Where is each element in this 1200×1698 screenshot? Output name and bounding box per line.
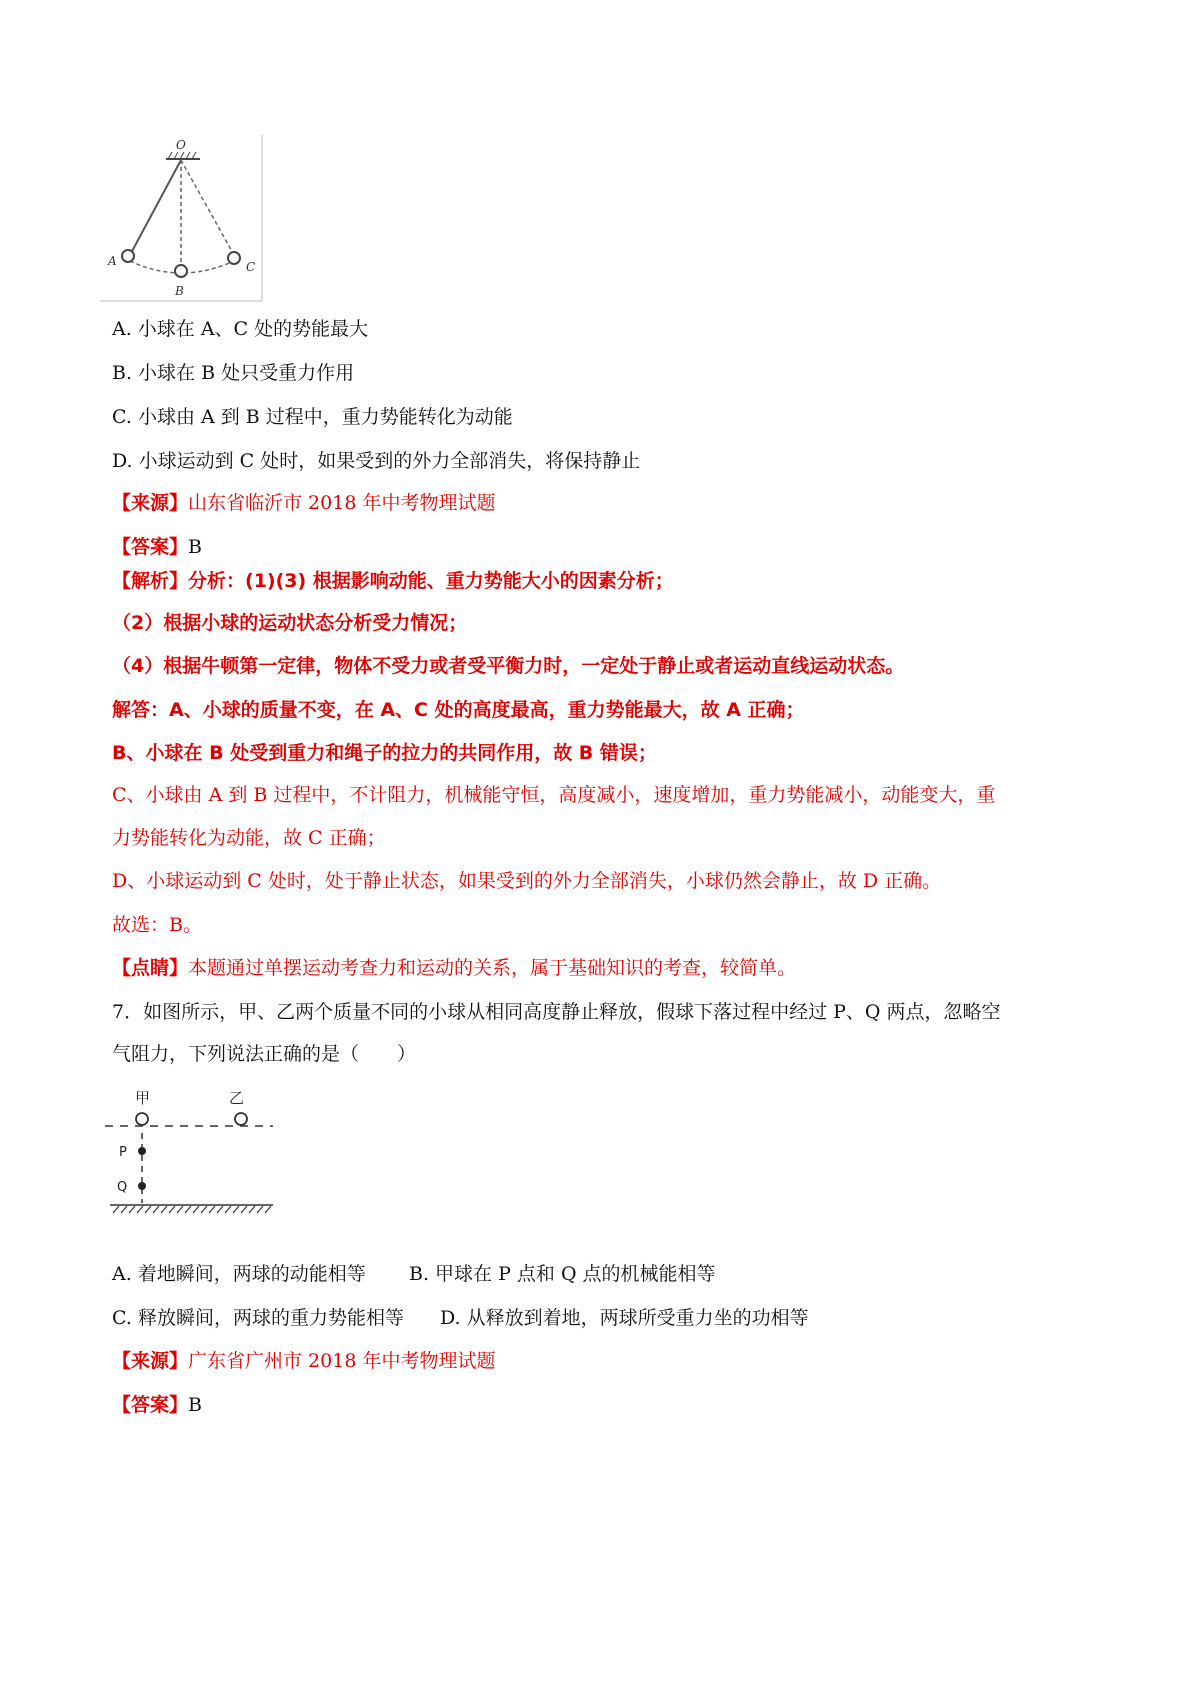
analysis-tag: 【解析】 <box>112 570 189 592</box>
comment-text: 本题通过单摆运动考查力和运动的关系，属于基础知识的考查，较简单。 <box>188 957 797 979</box>
q6-source <box>112 490 495 516</box>
label-a: A <box>108 254 117 268</box>
source-text: 广东省广州市 2018 年中考物理试题 <box>188 1350 496 1372</box>
label-o: O <box>176 138 186 152</box>
q6-comment <box>112 955 796 981</box>
q6-solution-2: B、小球在 B 处受到重力和绳子的拉力的共同作用，故 B 错误； <box>112 742 657 764</box>
q7-stem-1: 7．如图所示，甲、乙两个质量不同的小球从相同高度静止释放，假球下落过程中经过 P、Q 两点，忽略空 <box>112 1001 1001 1023</box>
label-yi: 乙 <box>229 1089 245 1107</box>
source-tag: 【来源】 <box>112 492 189 514</box>
q6-option-b: B. 小球在 B 处只受重力作用 <box>112 362 355 384</box>
falling-balls-figure <box>105 1085 280 1220</box>
q7-answer <box>112 1392 202 1418</box>
q6-solution-3a: C、小球由 A 到 B 过程中，不计阻力，机械能守恒，高度减小，速度增加，重力势能减小，动能变大，重 <box>112 784 996 806</box>
q6-solution-1: 解答：A、小球的质量不变，在 A、C 处的高度最高，重力势能最大，故 A 正确； <box>112 699 805 721</box>
label-q: Q <box>117 1180 128 1195</box>
q6-option-a: A. 小球在 A、C 处的势能最大 <box>112 318 369 340</box>
pendulum-figure <box>100 135 270 305</box>
q7-option-a: A. 着地瞬间，两球的动能相等 <box>112 1263 366 1285</box>
source-text: 山东省临沂市 2018 年中考物理试题 <box>188 492 496 514</box>
q7-option-b: B. 甲球在 P 点和 Q 点的机械能相等 <box>409 1263 716 1285</box>
q7-options-row-1 <box>112 1261 716 1287</box>
q6-solution-4: D、小球运动到 C 处时，处于静止状态，如果受到的外力全部消失，小球仍然会静止，故 D 正确。 <box>112 870 942 892</box>
q6-option-c: C. 小球由 A 到 B 过程中，重力势能转化为动能 <box>112 406 513 428</box>
q6-analysis-1 <box>112 568 674 594</box>
answer-tag: 【答案】 <box>112 1394 189 1416</box>
q7-stem-2: 气阻力，下列说法正确的是（ ） <box>112 1043 417 1065</box>
q6-analysis-2: （2）根据小球的运动状态分析受力情况； <box>112 612 468 634</box>
q6-option-d: D. 小球运动到 C 处时，如果受到的外力全部消失，将保持静止 <box>112 450 641 472</box>
q7-option-c: C. 释放瞬间，两球的重力势能相等 <box>112 1307 404 1329</box>
q7-option-d: D. 从释放到着地，两球所受重力坐的功相等 <box>440 1307 809 1329</box>
q6-solution-3b: 力势能转化为动能，故 C 正确； <box>112 827 386 849</box>
q7-options-row-2 <box>112 1305 809 1331</box>
analysis-text-1: 分析：(1)(3) 根据影响动能、重力势能大小的因素分析； <box>188 570 674 592</box>
label-p: P <box>119 1145 127 1160</box>
comment-tag: 【点睛】 <box>112 957 189 979</box>
source-tag: 【来源】 <box>112 1350 189 1372</box>
label-b: B <box>175 284 184 298</box>
answer-tag: 【答案】 <box>112 536 189 558</box>
label-jia: 甲 <box>135 1089 151 1107</box>
answer-text: B <box>188 536 202 558</box>
q6-answer <box>112 534 202 560</box>
label-c: C <box>246 260 256 274</box>
q6-analysis-3: （4）根据牛顿第一定律，物体不受力或者受平衡力时，一定处于静止或者运动直线运动状态。 <box>112 655 905 677</box>
q7-source <box>112 1348 495 1374</box>
q6-choose: 故选：B。 <box>112 914 202 936</box>
answer-text: B <box>188 1394 202 1416</box>
